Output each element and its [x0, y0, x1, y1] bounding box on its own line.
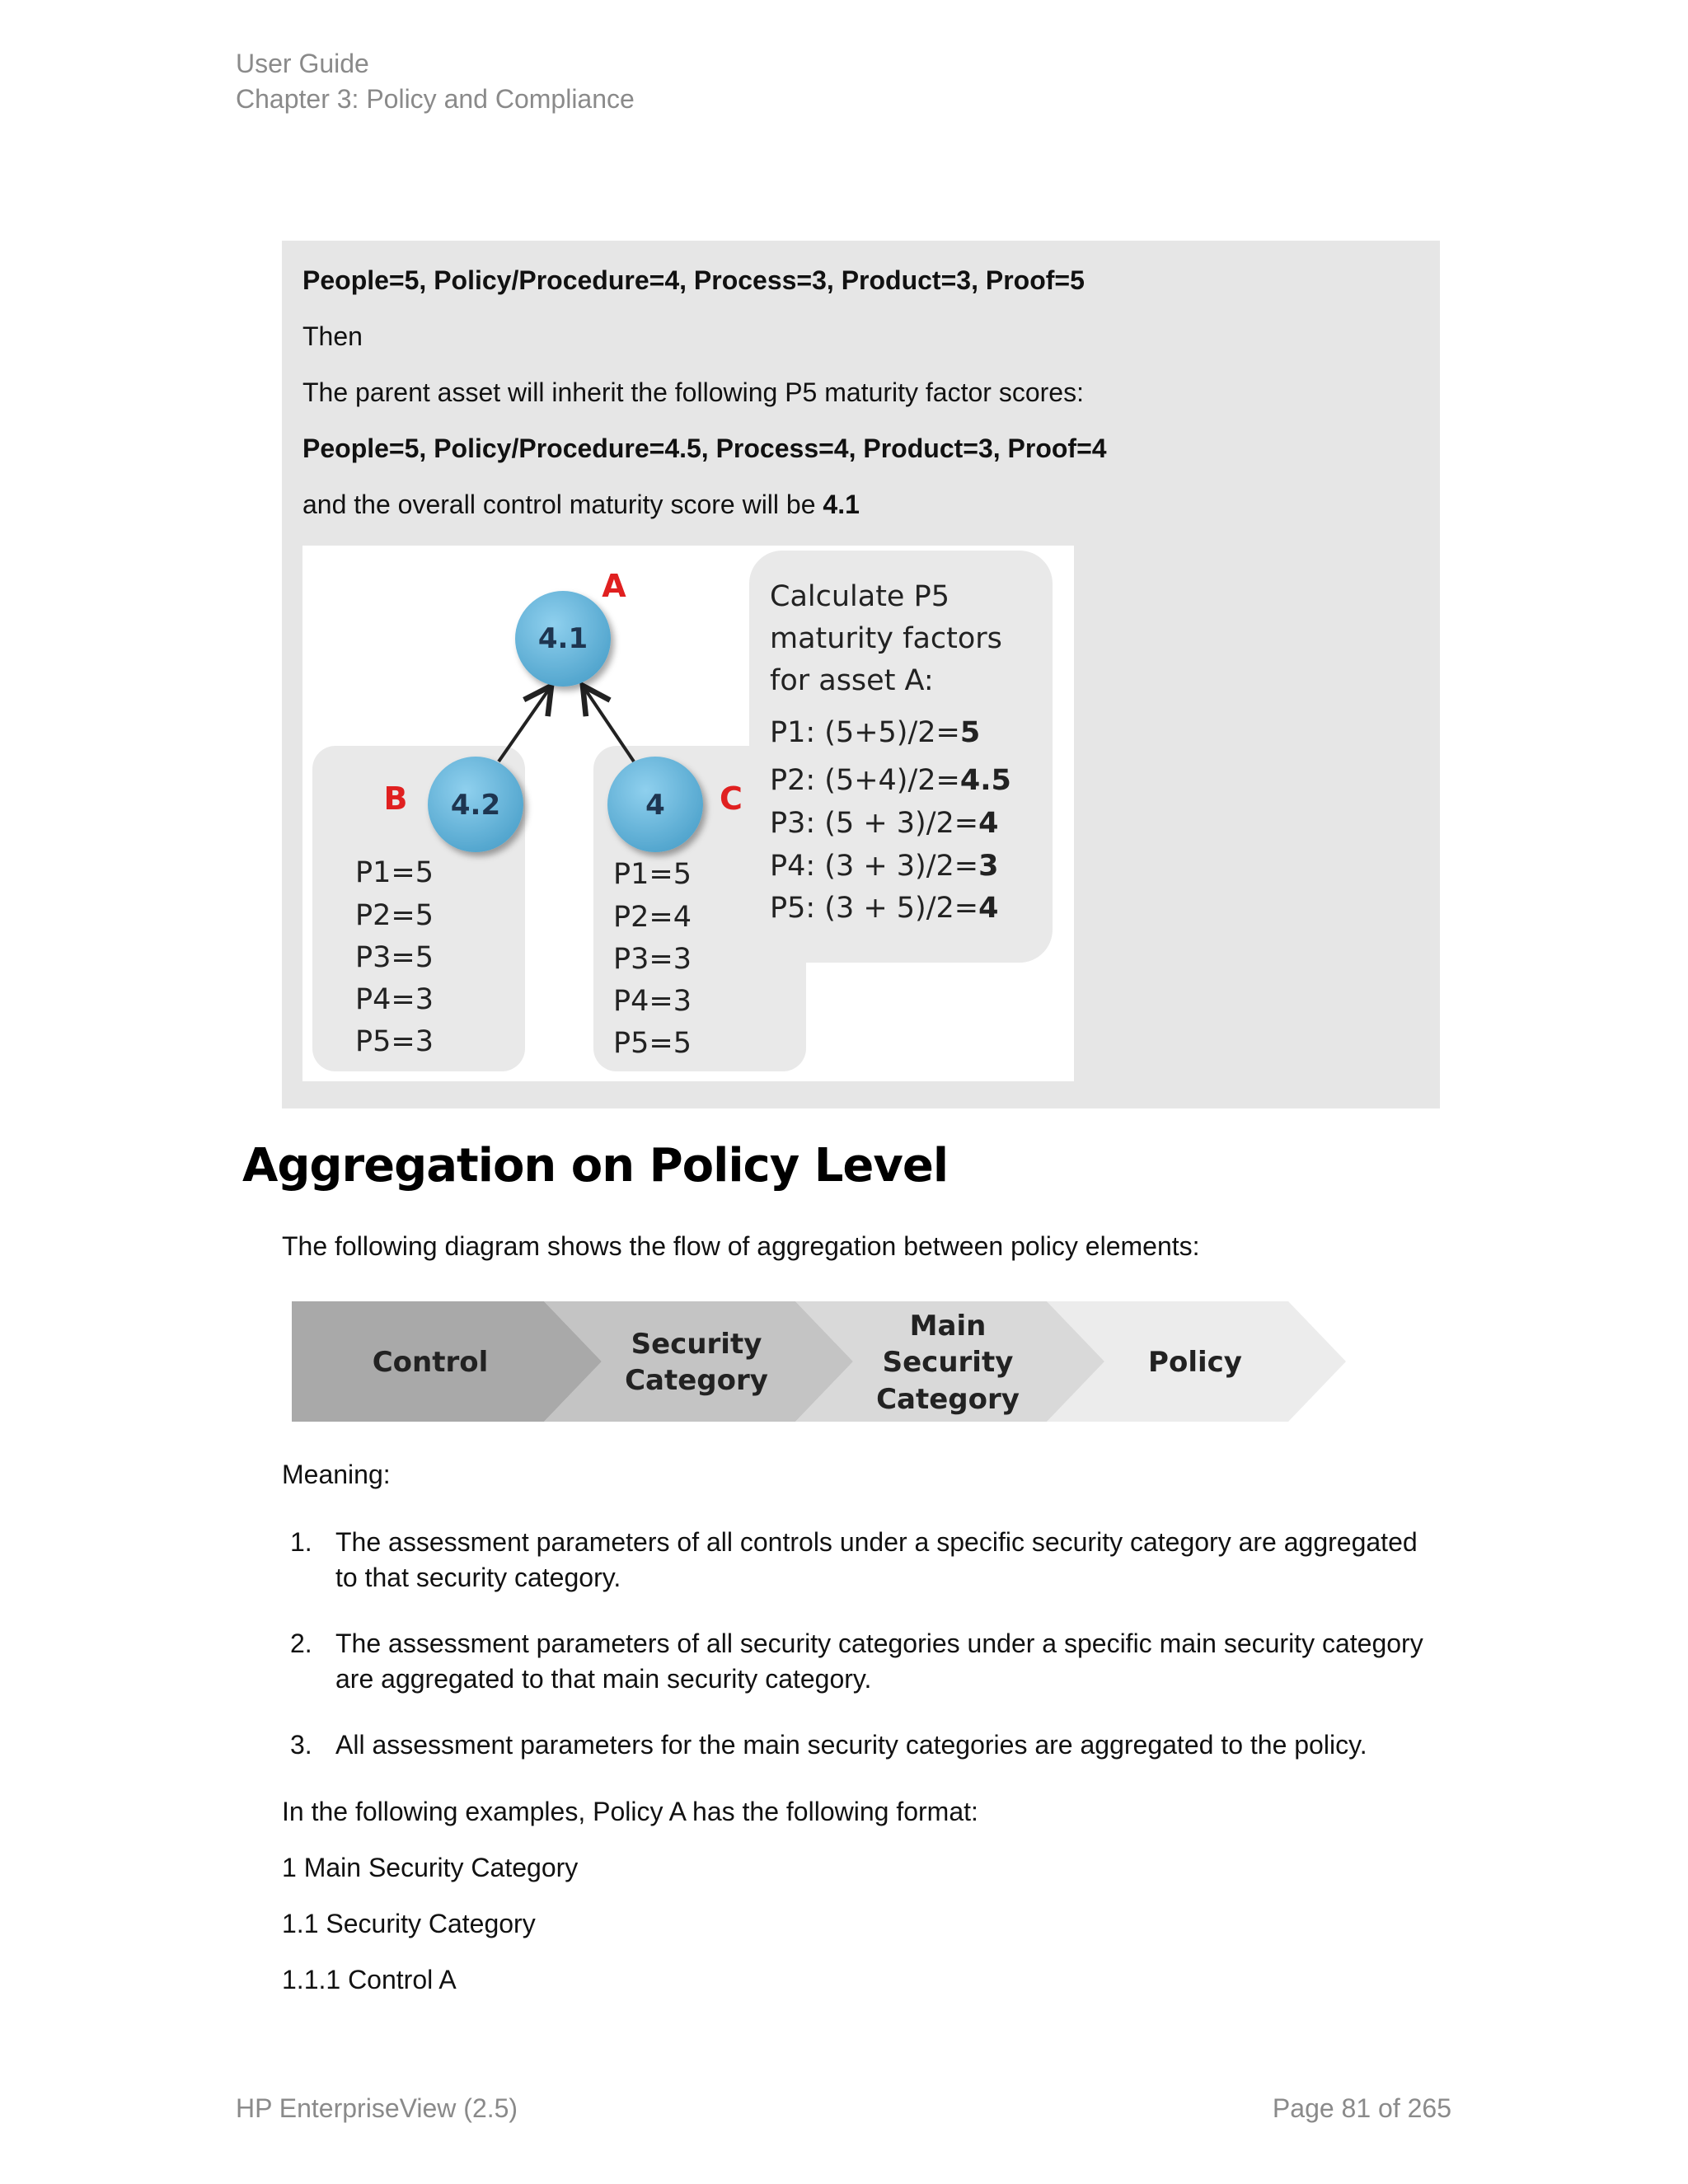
- node-b-letter: B: [383, 780, 408, 817]
- node-a-letter: A: [602, 568, 626, 604]
- example-structure-line: 1.1.1 Control A: [282, 1965, 457, 1994]
- calc-title-line: Calculate P5: [770, 580, 950, 613]
- footer-product: HP EnterpriseView (2.5): [236, 2093, 518, 2123]
- footer-page-number: Page 81 of 265: [1272, 2093, 1451, 2123]
- calc-row-p2: [770, 764, 1011, 797]
- example-note-box: [282, 241, 1440, 1108]
- list-text: All assessment parameters for the main security categories are aggregated to the policy.: [335, 1730, 1367, 1760]
- asset-c-score: P5=5: [613, 1027, 692, 1060]
- asset-c-score: P4=3: [613, 985, 692, 1018]
- section-heading: Aggregation on Policy Level: [242, 1139, 949, 1193]
- node-a-value: 4.1: [537, 622, 588, 655]
- asset-b-score: P1=5: [355, 856, 434, 889]
- calc-title-line: for asset A:: [770, 664, 934, 697]
- calc-expr: P5: (3 + 5)/2=: [770, 892, 979, 925]
- arrow-b-to-a: [499, 686, 551, 762]
- calc-result: 3: [978, 850, 999, 883]
- calc-result: 4: [978, 807, 999, 840]
- list-number: 1.: [290, 1527, 312, 1557]
- asset-c-score: P2=4: [613, 901, 692, 934]
- list-number: 3.: [290, 1730, 312, 1760]
- example-structure-line: 1.1 Security Category: [282, 1909, 536, 1938]
- node-c-letter: C: [720, 780, 743, 817]
- asset-c-score: P3=3: [613, 943, 692, 976]
- flow-label-main-security-category: Security: [882, 1346, 1014, 1379]
- flow-label-main-security-category: Main: [909, 1310, 987, 1343]
- flow-label-security-category: Category: [625, 1364, 768, 1397]
- p5-maturity-figure: [302, 546, 1074, 1081]
- flow-label-security-category: Security: [631, 1328, 762, 1361]
- calc-result: 5: [959, 716, 981, 749]
- overall-score-line: [302, 490, 860, 520]
- asset-b-score: P5=3: [355, 1025, 434, 1058]
- calc-expr: P1: (5+5)/2=: [770, 716, 960, 749]
- calc-row-p3: [770, 807, 998, 840]
- example-structure-line: 1 Main Security Category: [282, 1853, 579, 1882]
- calc-result: 4: [978, 892, 999, 925]
- calc-row-p4: [770, 850, 998, 883]
- calc-expr: P2: (5+4)/2=: [770, 764, 960, 797]
- flow-label-main-security-category: Category: [876, 1383, 1020, 1416]
- overall-score-text: and the overall control maturity score will be: [302, 490, 823, 519]
- parent-scores-line: People=5, Policy/Procedure=4.5, Process=4, Product=3, Proof=4: [302, 434, 1107, 463]
- header-guide-title: User Guide: [236, 49, 369, 78]
- calc-expr: P3: (5 + 3)/2=: [770, 807, 979, 840]
- child-scores-line: People=5, Policy/Procedure=4, Process=3, Product=3, Proof=5: [302, 265, 1085, 295]
- calc-row-p1: [770, 716, 980, 749]
- node-b-value: 4.2: [450, 789, 501, 822]
- asset-b-score: P3=5: [355, 941, 434, 974]
- list-text: The assessment parameters of all controls under a specific security category are aggregated to that security category.: [335, 1527, 1418, 1592]
- calc-expr: P4: (3 + 3)/2=: [770, 850, 979, 883]
- list-number: 2.: [290, 1629, 312, 1658]
- list-text: The assessment parameters of all security categories under a specific main security category are aggregated to that main security category.: [335, 1629, 1423, 1694]
- meaning-label: Meaning:: [282, 1460, 391, 1489]
- diagram-intro: The following diagram shows the flow of aggregation between policy elements:: [282, 1231, 1200, 1261]
- calc-title-line: maturity factors: [770, 622, 1002, 655]
- page-header: [236, 46, 635, 117]
- asset-b-score: P4=3: [355, 983, 434, 1016]
- calc-result: 4.5: [959, 764, 1011, 797]
- node-c-value: 4: [645, 789, 665, 822]
- inherit-line: The parent asset will inherit the following P5 maturity factor scores:: [302, 377, 1084, 407]
- asset-b-score: P2=5: [355, 899, 434, 932]
- asset-c-score: P1=5: [613, 858, 692, 891]
- flow-label-policy: Policy: [1148, 1346, 1242, 1379]
- then-line: Then: [302, 321, 363, 351]
- aggregation-flow-diagram: [288, 1298, 1352, 1426]
- header-chapter-title: Chapter 3: Policy and Compliance: [236, 84, 635, 114]
- examples-intro: In the following examples, Policy A has the following format:: [282, 1797, 978, 1826]
- flow-label-control: Control: [372, 1346, 489, 1379]
- overall-score-value: 4.1: [823, 490, 860, 519]
- calc-row-p5: [770, 892, 998, 925]
